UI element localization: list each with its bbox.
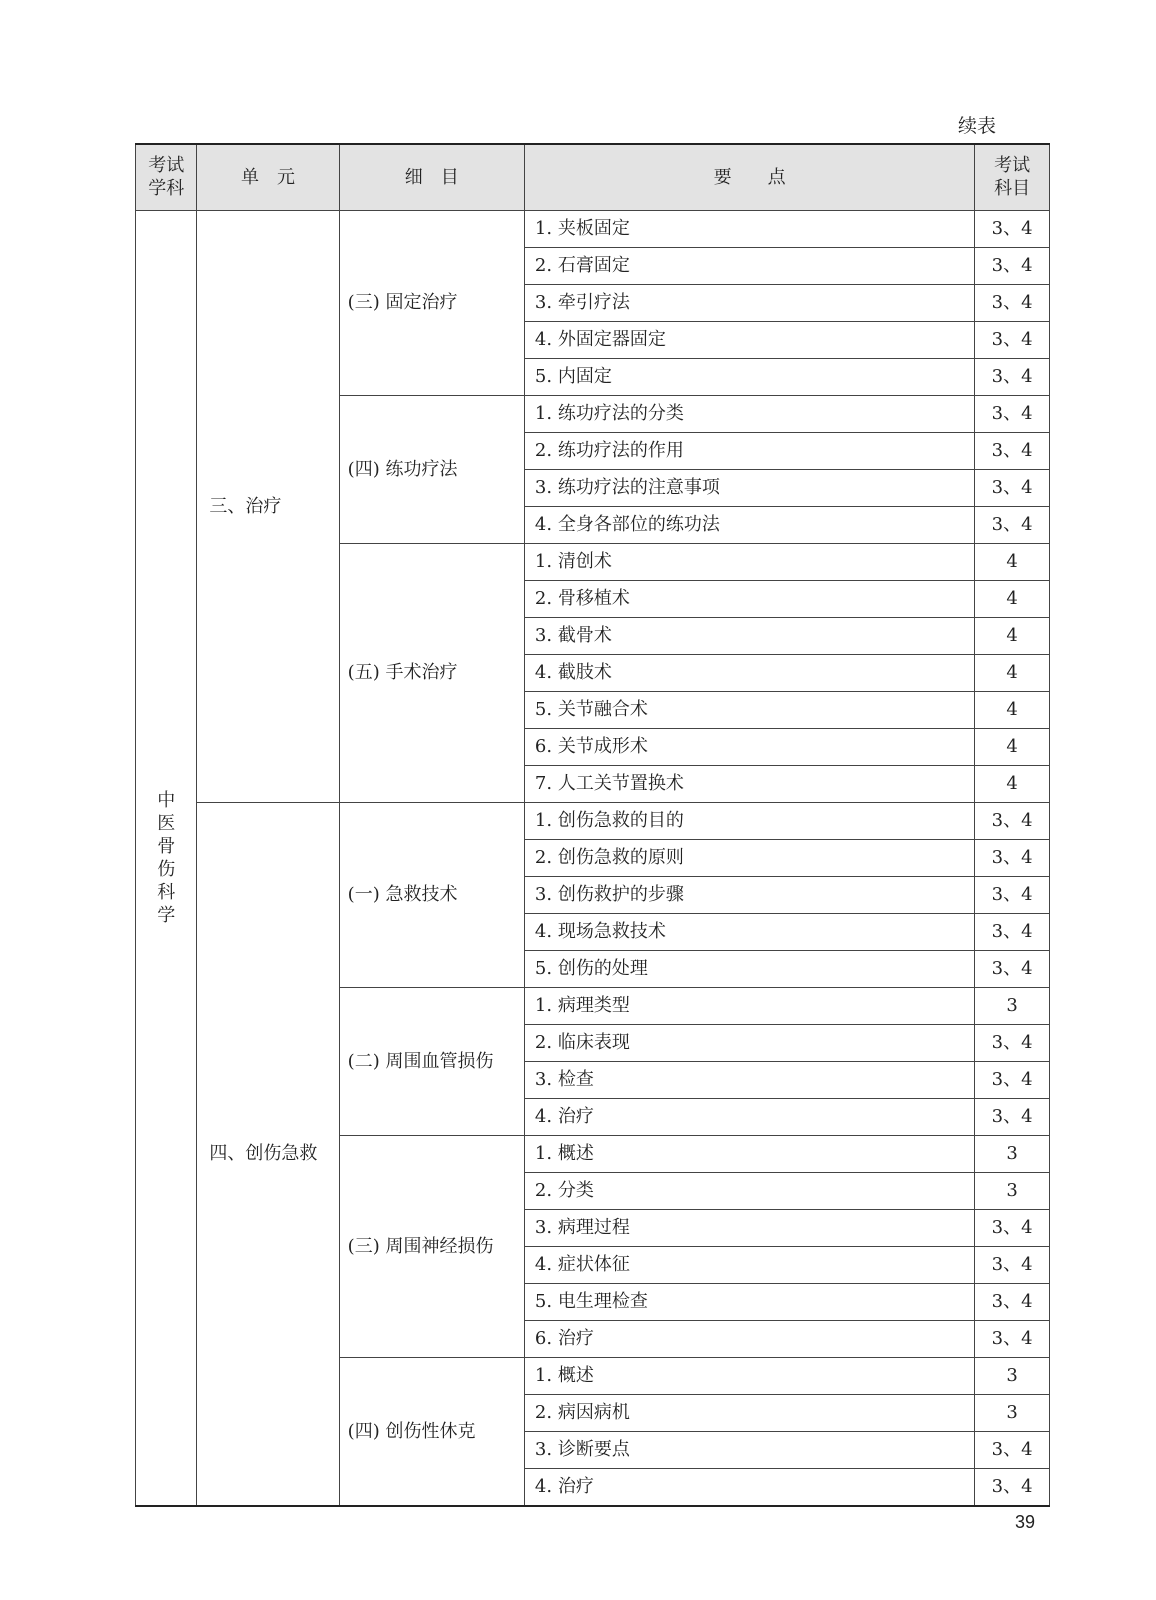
exam-code-cell: 4 <box>975 729 1050 766</box>
unit-cell: 三、治疗 <box>197 211 339 803</box>
exam-code-cell: 3 <box>975 1358 1050 1395</box>
point-cell: 3. 练功疗法的注意事项 <box>524 470 974 507</box>
table-header <box>136 144 1050 211</box>
point-cell: 4. 截肢术 <box>524 655 974 692</box>
exam-code-cell: 4 <box>975 581 1050 618</box>
header-unit: 单 元 <box>197 144 339 211</box>
point-cell: 3. 创伤救护的步骤 <box>524 877 974 914</box>
exam-code-cell: 3 <box>975 1136 1050 1173</box>
exam-code-cell: 3、4 <box>975 1247 1050 1284</box>
subject-cell: 中医骨伤科学 <box>136 211 197 1507</box>
unit-cell: 四、创伤急救 <box>197 803 339 1507</box>
exam-code-cell: 3、4 <box>975 507 1050 544</box>
point-cell: 1. 清创术 <box>524 544 974 581</box>
detail-cell: (三) 周围神经损伤 <box>339 1136 524 1358</box>
exam-code-cell: 3、4 <box>975 322 1050 359</box>
point-cell: 3. 病理过程 <box>524 1210 974 1247</box>
header-row <box>136 144 1050 211</box>
exam-code-cell: 3、4 <box>975 840 1050 877</box>
exam-code-cell: 4 <box>975 692 1050 729</box>
exam-code-cell: 3、4 <box>975 396 1050 433</box>
point-cell: 2. 练功疗法的作用 <box>524 433 974 470</box>
point-cell: 1. 概述 <box>524 1358 974 1395</box>
header-point: 要 点 <box>524 144 974 211</box>
point-cell: 4. 现场急救技术 <box>524 914 974 951</box>
point-cell: 1. 练功疗法的分类 <box>524 396 974 433</box>
point-cell: 1. 夹板固定 <box>524 211 974 248</box>
continued-label: 续表 <box>958 115 997 137</box>
exam-code-cell: 3、4 <box>975 470 1050 507</box>
exam-code-cell: 3、4 <box>975 248 1050 285</box>
exam-code-cell: 4 <box>975 766 1050 803</box>
point-cell: 2. 临床表现 <box>524 1025 974 1062</box>
point-cell: 4. 治疗 <box>524 1099 974 1136</box>
point-cell: 2. 骨移植术 <box>524 581 974 618</box>
point-cell: 5. 内固定 <box>524 359 974 396</box>
point-cell: 1. 创伤急救的目的 <box>524 803 974 840</box>
point-cell: 6. 关节成形术 <box>524 729 974 766</box>
point-cell: 5. 创伤的处理 <box>524 951 974 988</box>
detail-cell: (四) 练功疗法 <box>339 396 524 544</box>
point-cell: 3. 诊断要点 <box>524 1432 974 1469</box>
exam-code-cell: 3、4 <box>975 1469 1050 1507</box>
exam-code-cell: 3、4 <box>975 1062 1050 1099</box>
exam-code-cell: 3、4 <box>975 1432 1050 1469</box>
exam-code-cell: 4 <box>975 544 1050 581</box>
point-cell: 2. 病因病机 <box>524 1395 974 1432</box>
page-number: 39 <box>1015 1512 1036 1532</box>
exam-code-cell: 4 <box>975 655 1050 692</box>
point-cell: 4. 治疗 <box>524 1469 974 1507</box>
exam-code-cell: 3 <box>975 988 1050 1025</box>
detail-cell: (五) 手术治疗 <box>339 544 524 803</box>
point-cell: 2. 分类 <box>524 1173 974 1210</box>
point-cell: 4. 外固定器固定 <box>524 322 974 359</box>
table-row <box>136 803 1050 840</box>
exam-code-cell: 3、4 <box>975 433 1050 470</box>
syllabus-table <box>135 143 1050 1507</box>
exam-code-cell: 3 <box>975 1395 1050 1432</box>
point-cell: 2. 石膏固定 <box>524 248 974 285</box>
exam-code-cell: 3、4 <box>975 1099 1050 1136</box>
point-cell: 5. 关节融合术 <box>524 692 974 729</box>
point-cell: 3. 检查 <box>524 1062 974 1099</box>
point-cell: 3. 截骨术 <box>524 618 974 655</box>
exam-code-cell: 3、4 <box>975 877 1050 914</box>
header-detail: 细 目 <box>339 144 524 211</box>
header-subject: 考试学科 <box>136 144 197 211</box>
detail-cell: (三) 固定治疗 <box>339 211 524 396</box>
point-cell: 2. 创伤急救的原则 <box>524 840 974 877</box>
point-cell: 7. 人工关节置换术 <box>524 766 974 803</box>
point-cell: 5. 电生理检查 <box>524 1284 974 1321</box>
exam-code-cell: 4 <box>975 618 1050 655</box>
point-cell: 6. 治疗 <box>524 1321 974 1358</box>
point-cell: 4. 症状体征 <box>524 1247 974 1284</box>
exam-code-cell: 3、4 <box>975 1210 1050 1247</box>
detail-cell: (一) 急救技术 <box>339 803 524 988</box>
point-cell: 4. 全身各部位的练功法 <box>524 507 974 544</box>
exam-code-cell: 3、4 <box>975 1321 1050 1358</box>
exam-code-cell: 3、4 <box>975 285 1050 322</box>
detail-cell: (四) 创伤性休克 <box>339 1358 524 1507</box>
detail-cell: (二) 周围血管损伤 <box>339 988 524 1136</box>
table-row <box>136 211 1050 248</box>
exam-code-cell: 3、4 <box>975 951 1050 988</box>
exam-code-cell: 3、4 <box>975 359 1050 396</box>
exam-code-cell: 3、4 <box>975 211 1050 248</box>
point-cell: 1. 概述 <box>524 1136 974 1173</box>
exam-code-cell: 3、4 <box>975 914 1050 951</box>
exam-code-cell: 3、4 <box>975 803 1050 840</box>
exam-code-cell: 3、4 <box>975 1025 1050 1062</box>
exam-code-cell: 3、4 <box>975 1284 1050 1321</box>
point-cell: 3. 牵引疗法 <box>524 285 974 322</box>
exam-code-cell: 3 <box>975 1173 1050 1210</box>
point-cell: 1. 病理类型 <box>524 988 974 1025</box>
header-code: 考试科目 <box>975 144 1050 211</box>
table-body <box>136 211 1050 1507</box>
